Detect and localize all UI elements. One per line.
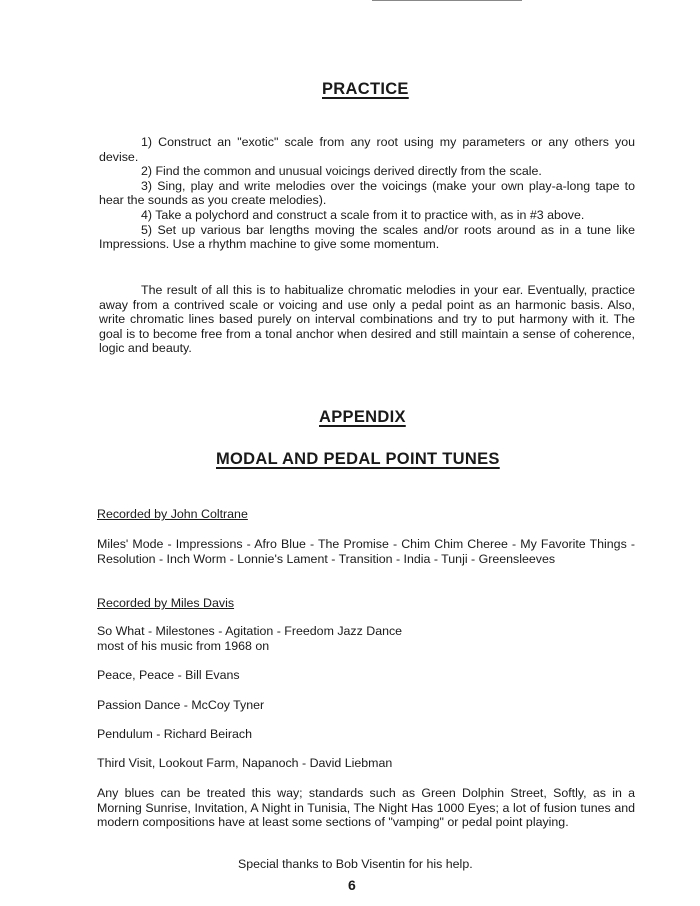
coltrane-tune-list: Miles' Mode - Impressions - Afro Blue - The Promise - Chim Chim Cheree - My Favorite Things - Resolution - Inch Worm - Lonnie's Lament - Transition - India - Tunji - Greensleeves xyxy=(97,537,635,566)
tune-entry-liebman: Third Visit, Lookout Farm, Napanoch - David Liebman xyxy=(97,756,393,770)
appendix-heading: APPENDIX xyxy=(319,408,406,426)
davis-tune-list xyxy=(97,624,635,654)
coltrane-label: Recorded by John Coltrane xyxy=(97,507,248,521)
modal-tunes-heading: MODAL AND PEDAL POINT TUNES xyxy=(216,450,500,468)
practice-item-2: 2) Find the common and unusual voicings derived directly from the scale. xyxy=(141,164,542,179)
summary-paragraph: The result of all this is to habitualize chromatic melodies in your ear. Eventually, practice away from a contrived scale or voicing and use only a pedal point as an harmonic basis. Also, write chromatic lines based purely on interval combinations and try to put harmony with it. The goal is to become free from a tonal anchor when desired and still maintain a sense of coherence, logic and beauty. xyxy=(99,283,635,356)
practice-item-1: 1) Construct an "exotic" scale from any root using my parameters or any others you devise. xyxy=(99,135,635,164)
practice-summary xyxy=(99,283,635,356)
top-edge-rule xyxy=(372,0,522,1)
practice-heading: PRACTICE xyxy=(322,80,409,98)
practice-item-5: 5) Set up various bar lengths moving the scales and/or roots around as in a tune like Impressions. Use a rhythm machine to give some momentum. xyxy=(99,222,635,252)
blues-note-paragraph: Any blues can be treated this way; standards such as Green Dolphin Street, Softly, as in a Morning Sunrise, Invitation, A Night in Tunisia, The Night Has 1000 Eyes; a lot of fusion tunes and modern compositions have at least some sections of "vamping" or pedal point playing. xyxy=(97,786,635,830)
tune-entry-evans: Peace, Peace - Bill Evans xyxy=(97,668,240,682)
practice-item-4: 4) Take a polychord and construct a scale from it to practice with, as in #3 above. xyxy=(141,207,585,222)
acknowledgement: Special thanks to Bob Visentin for his help. xyxy=(238,857,473,871)
davis-label: Recorded by Miles Davis xyxy=(97,596,235,610)
tune-entry-tyner: Passion Dance - McCoy Tyner xyxy=(97,698,265,712)
practice-list xyxy=(99,135,635,252)
davis-tunes-line-2: most of his music from 1968 on xyxy=(97,639,270,653)
davis-tunes-line-1: So What - Milestones - Agitation - Freedom Jazz Dance xyxy=(97,624,403,638)
practice-item-3: 3) Sing, play and write melodies over the voicings (make your own play-a-long tape to hear the sounds as you create melodies). xyxy=(99,178,635,208)
tune-entry-beirach: Pendulum - Richard Beirach xyxy=(97,727,252,741)
page-number: 6 xyxy=(348,877,356,893)
